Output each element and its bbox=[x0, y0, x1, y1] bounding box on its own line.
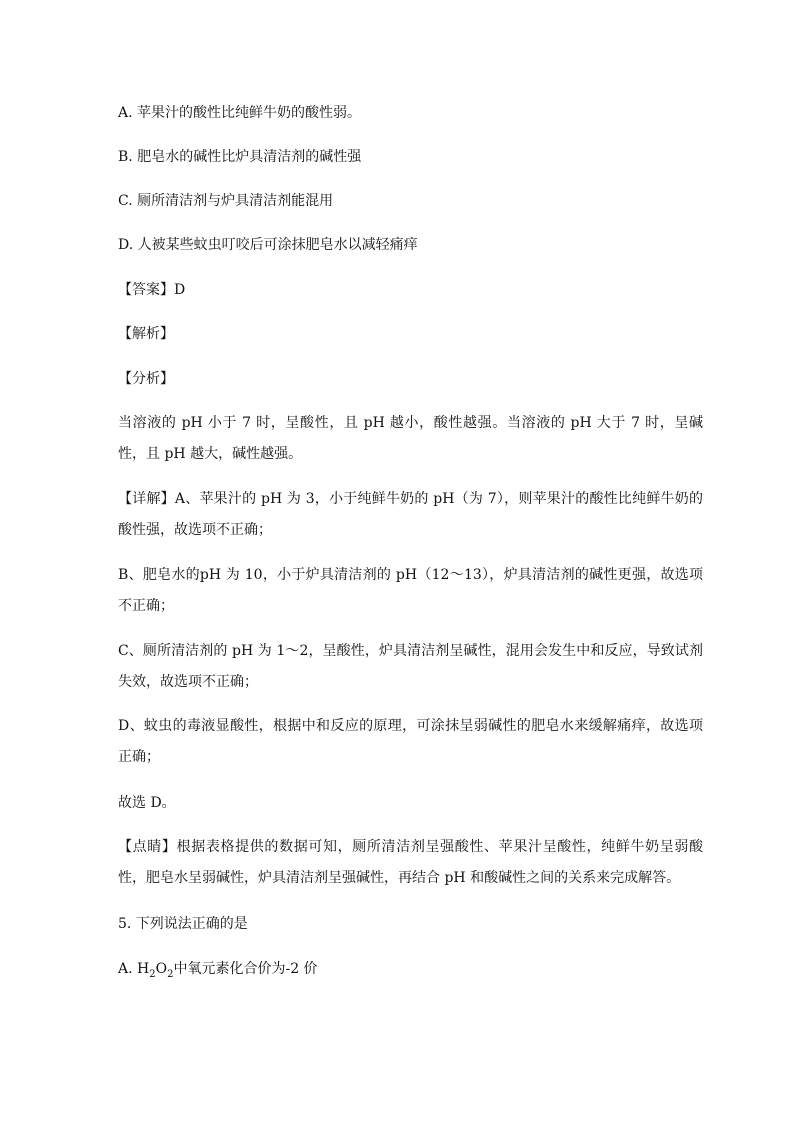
detail-conclusion: 故选 D。 bbox=[118, 795, 176, 811]
comment bbox=[118, 832, 703, 894]
formula-sub-1: 2 bbox=[149, 968, 156, 980]
answer-line bbox=[118, 280, 698, 300]
option-a-text: 中氧元素化合价为-2 价 bbox=[173, 961, 318, 977]
formula-o: O bbox=[155, 961, 168, 977]
detail-a-text: A、苹果汁的 pH 为 3，小于纯鲜牛奶的 pH（为 7），则苹果汁的酸性比纯鲜牛奶的酸性强，故选项不正确； bbox=[118, 491, 703, 538]
answer-tag: 【答案】 bbox=[118, 282, 174, 298]
option-d: D. 人被某些蚊虫叮咬后可涂抹肥皂水以减轻痛痒 bbox=[118, 237, 418, 253]
fenxi-tag: 【分析】 bbox=[118, 371, 174, 387]
formula-h: A. H bbox=[118, 961, 150, 977]
detail-b: B、肥皂水的pH 为 10，小于炉具清洁剂的 pH（12～13），炉具清洁剂的碱性更强，故选项不正确； bbox=[118, 567, 703, 614]
fenxi-text: 当溶液的 pH 小于 7 时，呈酸性，且 pH 越小，酸性越强。当溶液的 pH 大于 7 时，呈碱性，且 pH 越大，碱性越强。 bbox=[118, 415, 703, 462]
detail-tag: 【详解】 bbox=[118, 491, 175, 507]
option-c: C. 厕所清洁剂与炉具清洁剂能混用 bbox=[118, 193, 334, 209]
question-5-option-a bbox=[118, 959, 698, 979]
analysis-heading bbox=[118, 324, 698, 344]
comment-tag: 【点睛】 bbox=[118, 839, 177, 855]
analysis-tag: 【解析】 bbox=[118, 326, 174, 342]
option-b: B. 肥皂水的碱性比炉具清洁剂的碱性强 bbox=[118, 149, 362, 165]
fenxi-heading bbox=[118, 369, 698, 389]
detail-c: C、厕所清洁剂的 pH 为 1～2，呈酸性，炉具清洁剂呈碱性，混用会发生中和反应，导致试剂失效，故选项不正确； bbox=[118, 643, 703, 690]
option-a: A. 苹果汁的酸性比纯鲜牛奶的酸性弱。 bbox=[118, 105, 362, 121]
formula-sub-2: 2 bbox=[167, 968, 174, 980]
question-5-stem: 5. 下列说法正确的是 bbox=[118, 916, 248, 932]
answer-value: D bbox=[174, 282, 186, 298]
comment-text: 根据表格提供的数据可知，厕所清洁剂呈强酸性、苹果汁呈酸性，纯鲜牛奶呈弱酸性，肥皂水呈弱碱性，炉具清洁剂呈强碱性，再结合 pH 和酸碱性之间的关系来完成解答。 bbox=[118, 839, 704, 886]
detail-a bbox=[118, 484, 703, 546]
detail-d: D、蚊虫的毒液显酸性，根据中和反应的原理，可涂抹呈弱碱性的肥皂水来缓解痛痒，故选项正确； bbox=[118, 718, 703, 765]
